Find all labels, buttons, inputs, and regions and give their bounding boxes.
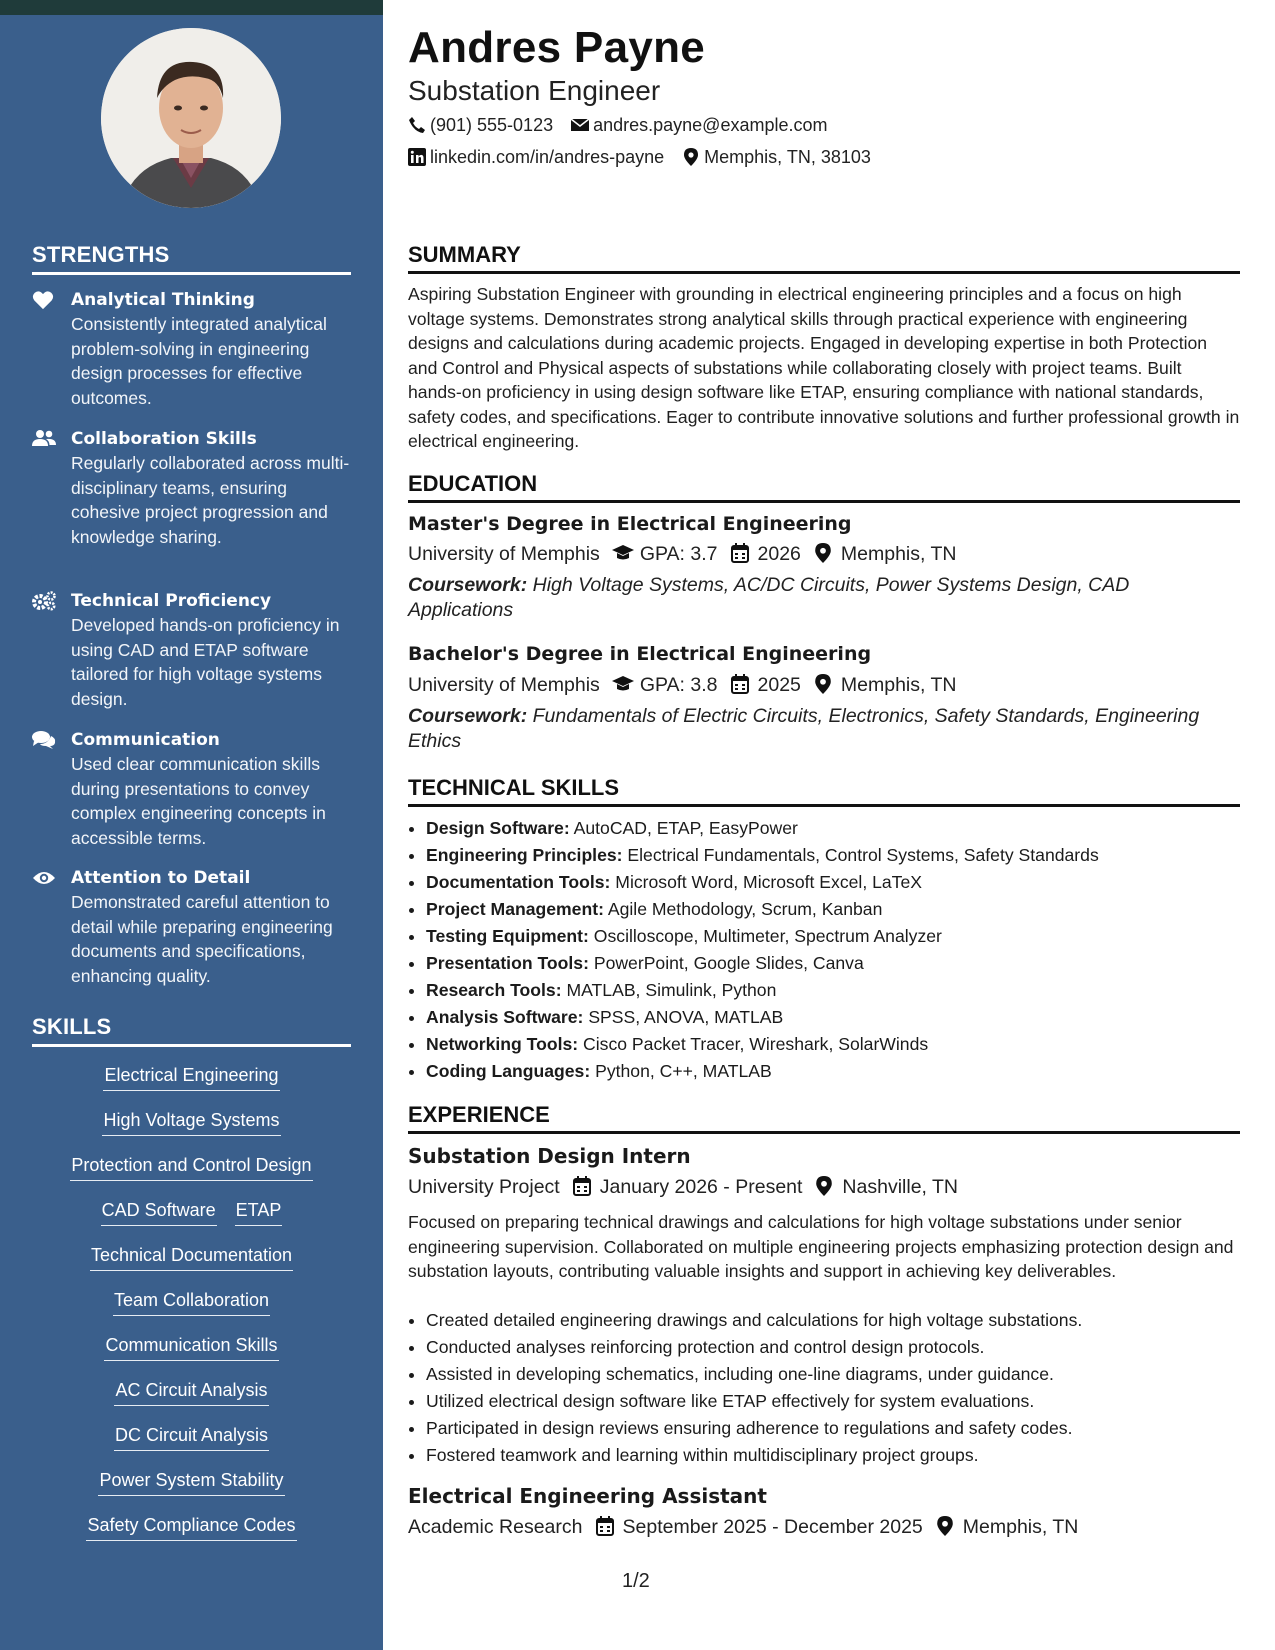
skill-row <box>32 1513 351 1541</box>
degree-title: Master's Degree in Electrical Engineering <box>408 513 852 535</box>
strength-item <box>32 427 352 549</box>
list-item <box>426 977 1236 1004</box>
skill-category: Documentation Tools: <box>426 872 611 892</box>
location-text: Memphis, TN, 38103 <box>704 147 871 167</box>
strength-title: Attention to Detail <box>71 868 251 888</box>
coursework-label: Coursework: <box>408 574 528 596</box>
map-pin-icon <box>814 1176 836 1196</box>
skill-values: Python, C++, MATLAB <box>595 1061 772 1081</box>
list-item <box>426 1058 1236 1085</box>
list-item <box>426 1004 1236 1031</box>
list-item: • Participated in design reviews ensuring adherence to regulations and safety codes. <box>426 1415 1236 1442</box>
eye-icon <box>32 868 56 888</box>
skill-values: PowerPoint, Google Slides, Canva <box>593 953 864 973</box>
gears-icon <box>32 591 56 611</box>
skill-values: SPSS, ANOVA, MATLAB <box>588 1007 784 1027</box>
page-number: 1/2 <box>622 1570 650 1592</box>
list-item: • Created detailed engineering drawings and calculations for high voltage substations. <box>426 1307 1236 1334</box>
education-heading: EDUCATION <box>408 470 1240 503</box>
skills-heading: SKILLS <box>32 1014 351 1047</box>
job-summary: Focused on preparing technical drawings and calculations for high voltage substations under senior engineering supervision. Collaborated on multiple engineering projects emphasizing protection design and substation layouts, contributing valuable insights and support in achieving key deliverables. <box>408 1212 1234 1281</box>
technical-skills-list <box>408 815 1236 1085</box>
strengths-heading: STRENGTHS <box>32 242 351 275</box>
list-item <box>426 842 1236 869</box>
skill-values: MATLAB, Simulink, Python <box>566 980 777 1000</box>
map-pin-icon <box>935 1516 957 1536</box>
degree-meta <box>408 671 956 699</box>
skill-tag: Safety Compliance Codes <box>86 1513 296 1541</box>
technical-skills-heading: TECHNICAL SKILLS <box>408 774 1240 807</box>
skill-values: Agile Methodology, Scrum, Kanban <box>607 899 883 919</box>
strength-item <box>32 589 352 711</box>
skill-values: AutoCAD, ETAP, EasyPower <box>573 818 798 838</box>
job-title: Substation Design Intern <box>408 1144 691 1168</box>
skill-row <box>32 1243 351 1271</box>
heart-icon <box>32 290 56 310</box>
strength-description: Developed hands-on proficiency in using CAD and ETAP software tailored for high voltage systems design. <box>71 615 340 709</box>
sidebar-top-bar <box>0 0 383 15</box>
job-location: Nashville, TN <box>842 1176 959 1198</box>
job-title: Electrical Engineering Assistant <box>408 1484 767 1508</box>
phone-icon <box>408 116 426 134</box>
map-pin-icon <box>813 674 835 694</box>
skill-tag: Protection and Control Design <box>70 1153 312 1181</box>
degree-meta <box>408 540 956 568</box>
graduation-year: 2026 <box>757 543 801 565</box>
list-item: • Fostered teamwork and learning within multidisciplinary project groups. <box>426 1442 1236 1469</box>
list-item <box>426 923 1236 950</box>
organization: University Project <box>408 1176 560 1198</box>
calendar-icon <box>595 1516 617 1536</box>
skill-tag: AC Circuit Analysis <box>114 1378 268 1406</box>
strength-description: Regularly collaborated across multi-disciplinary teams, ensuring cohesive project progression and knowledge sharing. <box>71 453 350 547</box>
strength-item <box>32 288 352 410</box>
skill-category: Testing Equipment: <box>426 926 589 946</box>
skill-row <box>32 1333 351 1361</box>
list-item <box>426 1031 1236 1058</box>
job-role: Substation Engineer <box>408 75 661 106</box>
map-pin-icon <box>682 148 700 166</box>
profile-photo <box>101 28 281 208</box>
candidate-name: Andres Payne <box>408 23 706 72</box>
coursework-label: Coursework: <box>408 705 528 727</box>
strength-title: Analytical Thinking <box>71 290 255 310</box>
skill-category: Networking Tools: <box>426 1034 579 1054</box>
school-name: University of Memphis <box>408 543 600 565</box>
organization: Academic Research <box>408 1516 583 1538</box>
skill-category: Engineering Principles: <box>426 845 623 865</box>
job-bullets <box>408 1307 1236 1469</box>
list-item <box>426 815 1236 842</box>
skill-values: Cisco Packet Tracer, Wireshark, SolarWinds <box>583 1034 929 1054</box>
job-meta <box>408 1513 1078 1541</box>
strength-description: Used clear communication skills during presentations to convey complex engineering concepts in accessible terms. <box>71 754 326 848</box>
skill-tag: DC Circuit Analysis <box>114 1423 269 1451</box>
strength-item <box>32 728 352 850</box>
sidebar <box>0 0 383 1650</box>
strength-title: Technical Proficiency <box>71 591 272 611</box>
skill-tag: Electrical Engineering <box>103 1063 279 1091</box>
coursework-list: High Voltage Systems, AC/DC Circuits, Power Systems Design, CAD Applications <box>408 574 1130 621</box>
gpa: GPA: 3.7 <box>639 543 718 565</box>
comments-icon <box>32 730 56 750</box>
skill-row <box>32 1153 351 1181</box>
list-item <box>426 950 1236 977</box>
strength-description: Demonstrated careful attention to detail while preparing engineering documents and specifications, enhancing quality. <box>71 892 333 986</box>
skill-tag: CAD Software <box>101 1198 217 1226</box>
calendar-icon <box>572 1176 594 1196</box>
skill-category: Presentation Tools: <box>426 953 589 973</box>
summary-text: Aspiring Substation Engineer with grounding in electrical engineering principles and a focus on high voltage systems. Demonstrates strong analytical skills through practical experience with engineering designs and calculations during academic projects. Engaged in developing expertise in both Protection and Control and Physical aspects of substations while collaborating closely with project teams. Built hands-on proficiency in using design software like ETAP, ensuring compliance with national standards, safety codes, and specifications. Eager to contribute innovative solutions and further professional growth in electrical engineering. <box>408 284 1240 451</box>
skill-row <box>32 1063 351 1091</box>
skill-category: Research Tools: <box>426 980 562 1000</box>
map-pin-icon <box>813 543 835 563</box>
users-icon <box>32 429 56 449</box>
strength-description: Consistently integrated analytical problem-solving in engineering design processes for effective outcomes. <box>71 314 327 408</box>
list-item: • Assisted in developing schematics, including one-line diagrams, under guidance. <box>426 1361 1236 1388</box>
linkedin-icon <box>408 148 426 166</box>
skill-row <box>32 1108 351 1136</box>
skill-category: Coding Languages: <box>426 1061 591 1081</box>
school-location: Memphis, TN <box>840 543 957 565</box>
skill-values: Electrical Fundamentals, Control Systems, Safety Standards <box>627 845 1099 865</box>
contact-line-2 <box>408 145 871 169</box>
degree-title: Bachelor's Degree in Electrical Engineering <box>408 643 872 665</box>
skill-category: Design Software: <box>426 818 570 838</box>
school-name: University of Memphis <box>408 674 600 696</box>
graduation-cap-icon <box>612 674 634 694</box>
calendar-icon <box>730 543 752 563</box>
skill-row <box>32 1423 351 1451</box>
summary-heading: SUMMARY <box>408 241 1240 274</box>
skill-tag: High Voltage Systems <box>102 1108 280 1136</box>
skill-tag: Communication Skills <box>104 1333 278 1361</box>
list-item: • Utilized electrical design software like ETAP effectively for system evaluations. <box>426 1388 1236 1415</box>
skill-row <box>32 1198 351 1226</box>
email-link[interactable]: andres.payne@example.com <box>593 115 828 135</box>
strength-title: Communication <box>71 730 220 750</box>
coursework-list: Fundamentals of Electric Circuits, Electronics, Safety Standards, Engineering Ethics <box>408 705 1200 752</box>
skill-row <box>32 1468 351 1496</box>
skill-tag: Team Collaboration <box>113 1288 270 1316</box>
skill-tag: Technical Documentation <box>90 1243 293 1271</box>
graduation-cap-icon <box>612 543 634 563</box>
skill-tag: ETAP <box>235 1198 283 1226</box>
phone-number[interactable]: (901) 555-0123 <box>430 115 554 135</box>
gpa: GPA: 3.8 <box>639 674 718 696</box>
skill-category: Analysis Software: <box>426 1007 584 1027</box>
job-dates: January 2026 - Present <box>599 1176 803 1198</box>
skill-row <box>32 1288 351 1316</box>
list-item <box>426 896 1236 923</box>
skill-row <box>32 1378 351 1406</box>
list-item <box>426 869 1236 896</box>
linkedin-link[interactable]: linkedin.com/in/andres-payne <box>430 147 665 167</box>
job-dates: September 2025 - December 2025 <box>622 1516 923 1538</box>
skill-category: Project Management: <box>426 899 604 919</box>
skill-values: Microsoft Word, Microsoft Excel, LaTeX <box>615 872 922 892</box>
graduation-year: 2025 <box>757 674 801 696</box>
strength-item <box>32 866 352 988</box>
experience-heading: EXPERIENCE <box>408 1101 1240 1134</box>
contact-line-1 <box>408 113 828 137</box>
list-item: • Conducted analyses reinforcing protection and control design protocols. <box>426 1334 1236 1361</box>
envelope-icon <box>571 116 589 134</box>
school-location: Memphis, TN <box>840 674 957 696</box>
strength-title: Collaboration Skills <box>71 429 257 449</box>
skill-values: Oscilloscope, Multimeter, Spectrum Analyzer <box>593 926 942 946</box>
job-location: Memphis, TN <box>962 1516 1079 1538</box>
coursework <box>408 704 1228 753</box>
calendar-icon <box>730 674 752 694</box>
skill-tag: Power System Stability <box>98 1468 284 1496</box>
coursework <box>408 573 1228 622</box>
job-meta <box>408 1173 958 1201</box>
